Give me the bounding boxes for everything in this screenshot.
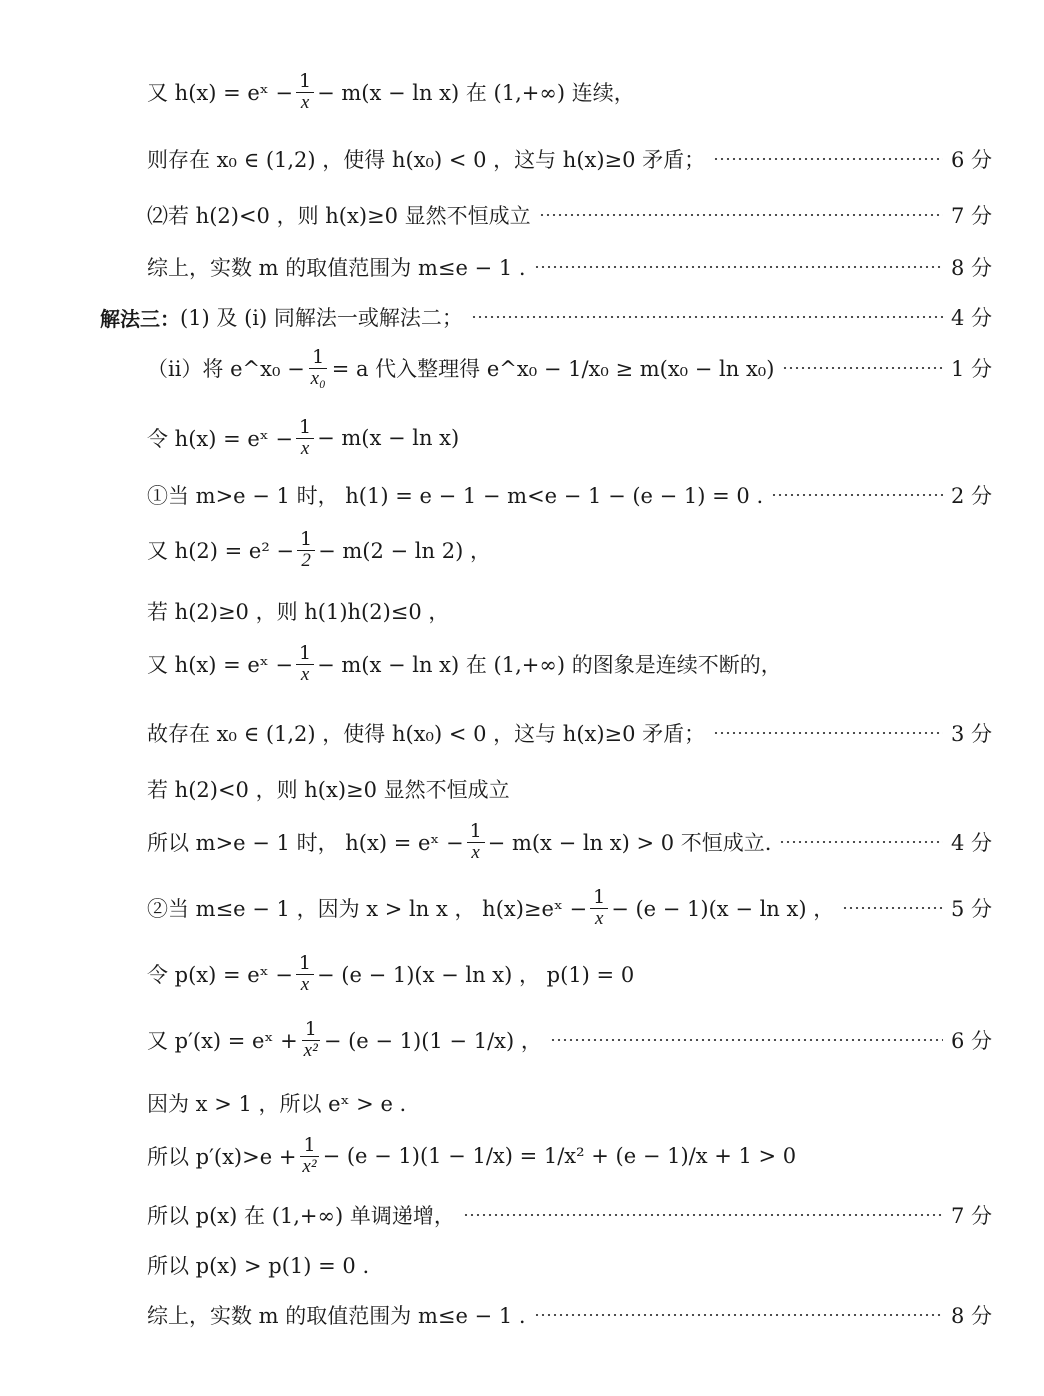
fraction-numerator: 1 [300, 1136, 318, 1157]
line-13 [147, 774, 992, 804]
line-text-tail: − m(x − ln x) > 0 不恒成立. [487, 831, 772, 856]
line-text-tail: − (e − 1)(x − ln x) ， [611, 897, 835, 922]
line-15 [147, 888, 992, 929]
fraction [467, 822, 485, 863]
line-3 [147, 200, 992, 230]
line-text: 又 h(2) = e² − [147, 539, 295, 564]
fraction-numerator: 1 [297, 530, 315, 551]
fraction-denominator: 2 [301, 549, 311, 571]
score: 4 分 [950, 306, 992, 330]
score: 2 分 [950, 484, 992, 508]
line-text: 又 p′(x) = eˣ + [147, 1029, 298, 1054]
fraction [301, 1020, 321, 1061]
line-12 [147, 718, 992, 748]
line-text: 因为 x > 1 ，所以 eˣ > e . [147, 1092, 407, 1116]
line-text: 综上，实数 m 的取值范围为 m≤e − 1 . [147, 256, 526, 280]
line-text: 故存在 x₀ ∈ (1,2) ，使得 h(x₀) < 0 ，这与 h(x)≥0 矛盾； [147, 722, 706, 746]
line-text-tail: − m(x − ln x) 在 (1,+∞) 的图象是连续不断的， [317, 653, 782, 678]
line-text: 若 h(2)<0 ，则 h(x)≥0 显然不恒成立 [147, 778, 510, 802]
fraction [299, 1136, 319, 1177]
dot-leader [471, 316, 943, 318]
line-text-tail: − (e − 1)(1 − 1/x) ， [323, 1029, 542, 1054]
fraction-numerator: 1 [467, 822, 485, 843]
score: 5 分 [950, 897, 992, 922]
line-text: ①当 m>e − 1 时， h(1) = e − 1 − m<e − 1 − (e − 1) = 0 . [147, 484, 764, 508]
line-text-tail: − (e − 1)(1 − 1/x) = 1/x² + (e − 1)/x + 1 > 0 [322, 1144, 797, 1169]
line-2 [147, 144, 992, 174]
fraction [296, 644, 314, 685]
line-text: 所以 p′(x)>e + [147, 1145, 297, 1170]
line-text: 又 h(x) = eˣ − [147, 653, 293, 678]
fraction [296, 72, 314, 113]
line-14 [147, 822, 992, 863]
score: 3 分 [950, 722, 992, 746]
fraction [308, 348, 329, 389]
line-text: （ii）将 e^x₀ − [147, 357, 305, 382]
dot-leader [539, 214, 943, 216]
fraction-numerator: 1 [296, 72, 314, 93]
line-text: 综上，实数 m 的取值范围为 m≤e − 1 . [147, 1304, 526, 1328]
line-text-tail: − m(x − ln x) 在 (1,+∞) 连续， [317, 81, 635, 106]
score: 7 分 [950, 1204, 992, 1228]
score: 7 分 [950, 204, 992, 228]
line-text: 令 p(x) = eˣ − [147, 963, 293, 988]
dot-leader [713, 732, 943, 734]
line-20 [147, 1200, 992, 1230]
line-text: ⑵若 h(2)<0 ，则 h(x)≥0 显然不恒成立 [147, 204, 531, 228]
score: 6 分 [950, 148, 992, 172]
fraction-numerator: 1 [296, 644, 314, 665]
line-22 [147, 1300, 992, 1330]
line-10 [147, 596, 992, 626]
dot-leader [713, 158, 943, 160]
score: 8 分 [950, 256, 992, 280]
fraction-denominator: x² [303, 1039, 318, 1061]
dot-leader [550, 1039, 943, 1041]
line-text-tail: = a 代入整理得 e^x₀ − 1/x₀ ≥ m(x₀ − ln x₀) [331, 357, 775, 382]
fraction [296, 954, 314, 995]
fraction-denominator: x₀ [310, 367, 326, 389]
dot-leader [463, 1214, 943, 1216]
line-text: 所以 p(x) > p(1) = 0 . [147, 1254, 370, 1278]
line-21 [147, 1250, 992, 1280]
dot-leader [534, 266, 943, 268]
line-19 [147, 1136, 992, 1177]
fraction-denominator: x [300, 91, 310, 113]
line-18 [147, 1088, 992, 1118]
method-heading: 解法三： [100, 306, 180, 331]
fraction-denominator: x [300, 973, 310, 995]
line-9 [147, 530, 992, 571]
line-text: (1) 及 (i) 同解法一或解法二； [180, 306, 463, 330]
line-5 [100, 302, 992, 332]
line-text: 又 h(x) = eˣ − [147, 81, 293, 106]
line-17 [147, 1020, 992, 1061]
line-text-tail: − (e − 1)(x − ln x) ， p(1) = 0 [317, 963, 635, 988]
dot-leader [842, 907, 943, 909]
line-8 [147, 480, 992, 510]
line-text: 若 h(2)≥0 ，则 h(1)h(2)≤0 ， [147, 600, 450, 624]
line-text: 令 h(x) = eˣ − [147, 427, 293, 452]
line-4 [147, 252, 992, 282]
line-text: 则存在 x₀ ∈ (1,2) ，使得 h(x₀) < 0 ，这与 h(x)≥0 矛盾； [147, 148, 706, 172]
score: 8 分 [950, 1304, 992, 1328]
fraction-numerator: 1 [296, 418, 314, 439]
fraction-numerator: 1 [309, 348, 327, 369]
score: 1 分 [950, 357, 992, 382]
dot-leader [782, 367, 943, 369]
line-text-tail: − m(2 − ln 2) ， [318, 539, 491, 564]
score: 6 分 [950, 1029, 992, 1054]
fraction [590, 888, 608, 929]
fraction-denominator: x² [302, 1155, 317, 1177]
line-1 [147, 72, 992, 113]
line-text: 所以 m>e − 1 时， h(x) = eˣ − [147, 831, 464, 856]
fraction [296, 418, 314, 459]
fraction-denominator: x [594, 907, 604, 929]
line-6 [147, 348, 992, 389]
line-text: ②当 m≤e − 1 ，因为 x > ln x ， h(x)≥eˣ − [147, 897, 588, 922]
fraction-numerator: 1 [296, 954, 314, 975]
fraction-numerator: 1 [590, 888, 608, 909]
line-11 [147, 644, 992, 685]
fraction-denominator: x [300, 663, 310, 685]
dot-leader [779, 841, 943, 843]
dot-leader [534, 1314, 943, 1316]
line-16 [147, 954, 992, 995]
line-text-tail: − m(x − ln x) [317, 426, 460, 451]
dot-leader [771, 494, 943, 496]
fraction-numerator: 1 [302, 1020, 320, 1041]
fraction-denominator: x [300, 437, 310, 459]
line-text: 所以 p(x) 在 (1,+∞) 单调递增， [147, 1204, 455, 1228]
fraction [297, 530, 315, 571]
score: 4 分 [950, 831, 992, 856]
line-7 [147, 418, 992, 459]
fraction-denominator: x [471, 841, 480, 863]
